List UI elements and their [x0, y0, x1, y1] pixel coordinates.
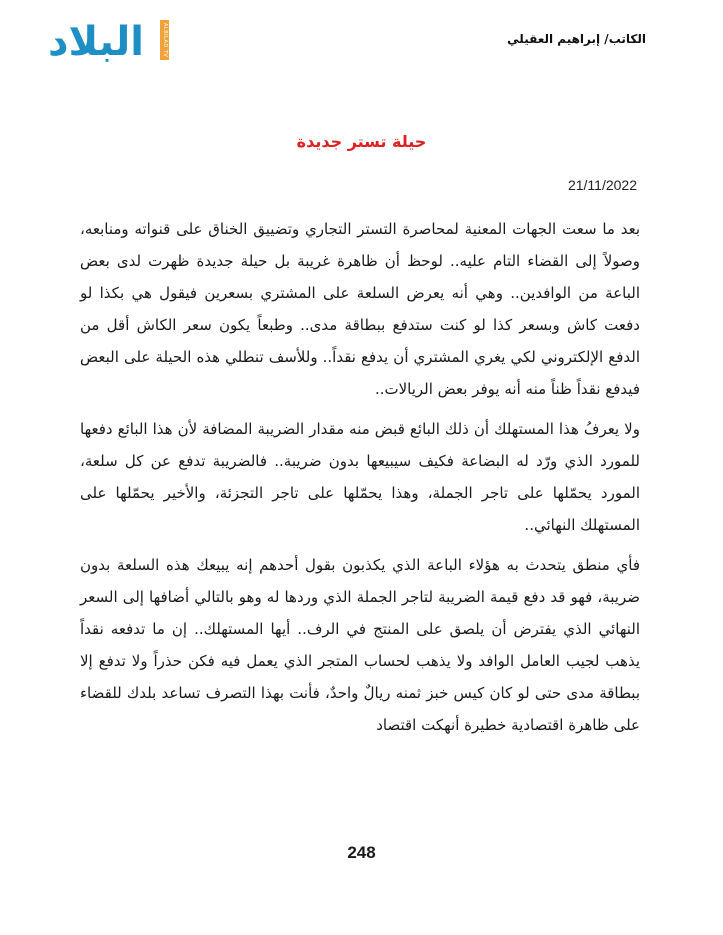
author-line: الكاتب/ إبراهيم العقيلي — [507, 32, 646, 46]
albilad-logo — [48, 18, 178, 66]
paragraph-2: ولا يعرفُ هذا المستهلك أن ذلك البائع قبض منه مقدار الضريبة المضافة لأن هذا البائع دفعها للمورد الذي ورّد له البضاعة فكيف سيبيعها بدون ضريبة.. فالضريبة تدفع عن كل سلعة، المورد يحمّلها على تاجر الجملة، وهذا يحمّلها على تاجر التجزئة، والأخير يحمّلها على المستهلك النهائي.. — [80, 420, 640, 534]
logo-tv-badge: ALBILAD TV — [160, 20, 169, 60]
paragraph-3: فأي منطق يتحدث به هؤلاء الباعة الذي يكذبون بقول أحدهم إنه يبيعك هذه السلعة بدون ضريبة، فهو قد دفع قيمة الضريبة لتاجر الجملة الذي وردها له وهو بالتالي أضافها إلى السعر النهائي الذي يفترض أن يلصق على المنتج في الرف.. أيها المستهلك.. إن ما تدفعه نقداً يذهب لجيب العامل الوافد ولا يذهب لحساب المتجر الذي يعمل فيه فكن حذراً ولا تدفع إلا ببطاقة مدى حتى لو كان كيس خبز ثمنه ريالٌ واحدٌ، فأنت بهذا التصرف تساعد بلدك للقضاء على ظاهرة اقتصادية خطيرة أنهكت اقتصاد — [80, 556, 640, 734]
article-body — [80, 213, 640, 749]
paragraph-1: بعد ما سعت الجهات المعنية لمحاصرة التستر التجاري وتضييق الخناق على قنواته ومنابعه، وصولاً إلى القضاء التام عليه.. لوحظ أن ظاهرة غريبة بل حيلة جديدة ظهرت لدى بعض الباعة من الوافدين.. وهي أنه يعرض السلعة على المشتري بسعرين فيقول هي بكذا لو دفعت كاش وبسعر كذا لو كنت ستدفع ببطاقة مدى.. وطبعاً يكون سعر الكاش أقل من الدفع الإلكتروني لكي يغري المشتري أن يدفع نقداً.. وللأسف تنطلي هذه الحيلة على البعض فيدفع نقداً ظناً منه أنه يوفر بعض الريالات.. — [80, 220, 640, 398]
article-date: 21/11/2022 — [567, 177, 637, 193]
article-title: حيلة تستر جديدة — [296, 132, 427, 151]
page-number: 248 — [347, 843, 376, 862]
logo-wordmark: البلاد — [48, 19, 144, 65]
page-header — [48, 18, 648, 78]
